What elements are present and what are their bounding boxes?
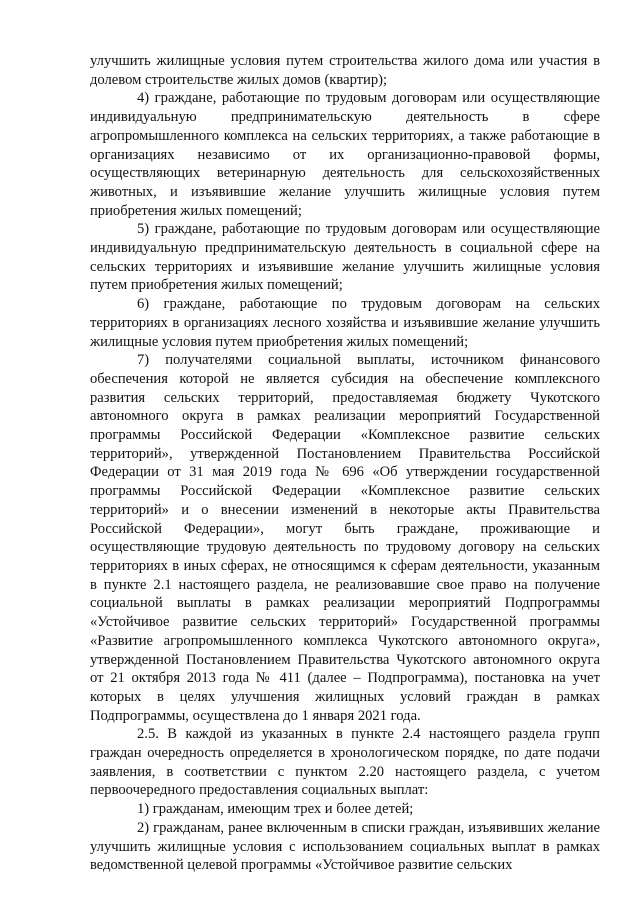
paragraph-priority-2: 2) гражданам, ранее включенным в списки граждан, изъявивших желание улучшить жилищные условия с использованием социальных выплат в рамках ведомственной целевой программы «Устойчивое развитие сельских: [90, 819, 600, 874]
paragraph-priority-1: 1) гражданам, имеющим трех и более детей;: [137, 801, 414, 818]
paragraph-item-6: 6) граждане, работающие по трудовым договорам на сельских территориях в организациях лесного хозяйства и изъявившие желание улучшить жилищные условия путем приобретения жилых помещений;: [90, 296, 600, 350]
paragraph-item-7: 7) получателями социальной выплаты, источником финансового обеспечения которой не является субсидия на обеспечение комплексного развития сельских территорий, предоставляемая бюджету Чукотского автономного округа в рамках реализации мероприятий Государственной программы Российской Федерации «Комплексное развитие сельских территорий», утвержденной Постановлением Правительства Российской Федерации от 31 мая 2019 года № 696 «Об утверждении государственной программы Российской Федерации «Комплексное развитие сельских территорий» и о внесении изменений в некоторые акты Правительства Российской Федерации», могут быть граждане, проживающие и осуществляющие трудовую деятельность по трудовому договору на сельских территориях в иных сферах, не относящимся к сферам деятельности, указанным в пункте 2.1 настоящего раздела, не реализовавшие свое право на получение социальной выплаты в рамках реализации мероприятий Подпрограммы «Устойчивое развитие сельских территорий» Государственной программы «Развитие агропромышленного комплекса Чукотского автономного округа», утвержденной Постановлением Правительства Чукотского автономного округа от 21 октября 2013 года № 411 (далее – Подпрограмма), постановка на учет которых в целях улучшения жилищных условий граждан в рамках Подпрограммы, осуществлена до 1 января 2021 года.: [90, 352, 600, 724]
paragraph-continuation: улучшить жилищные условия путем строительства жилого дома или участия в долевом строительстве жилых домов (квартир);: [90, 53, 600, 88]
paragraph-clause-2-5: 2.5. В каждой из указанных в пункте 2.4 настоящего раздела групп граждан очередность определяется в хронологическом порядке, по дате подачи заявления, в соответствии с пунктом 2.20 настоящего раздела, с учетом первоочередного предоставления социальных выплат:: [90, 726, 600, 799]
paragraph-item-4: 4) граждане, работающие по трудовым договорам или осуществляющие индивидуальную предпринимательскую деятельность в сфере агропромышленного комплекса на сельских территориях, а также работающие в организациях независимо от их организационно-правовой формы, осуществляющих ветеринарную деятельность для сельскохозяйственных животных, и изъявившие желание улучшить жилищные условия путем приобретения жилых помещений;: [90, 90, 600, 219]
paragraph-item-5: 5) граждане, работающие по трудовым договорам или осуществляющие индивидуальную предпринимательскую деятельность в социальной сфере на сельских территориях и изъявившие желание улучшить жилищные условия путем приобретения жилых помещений;: [90, 221, 600, 294]
document-page: [90, 52, 600, 875]
